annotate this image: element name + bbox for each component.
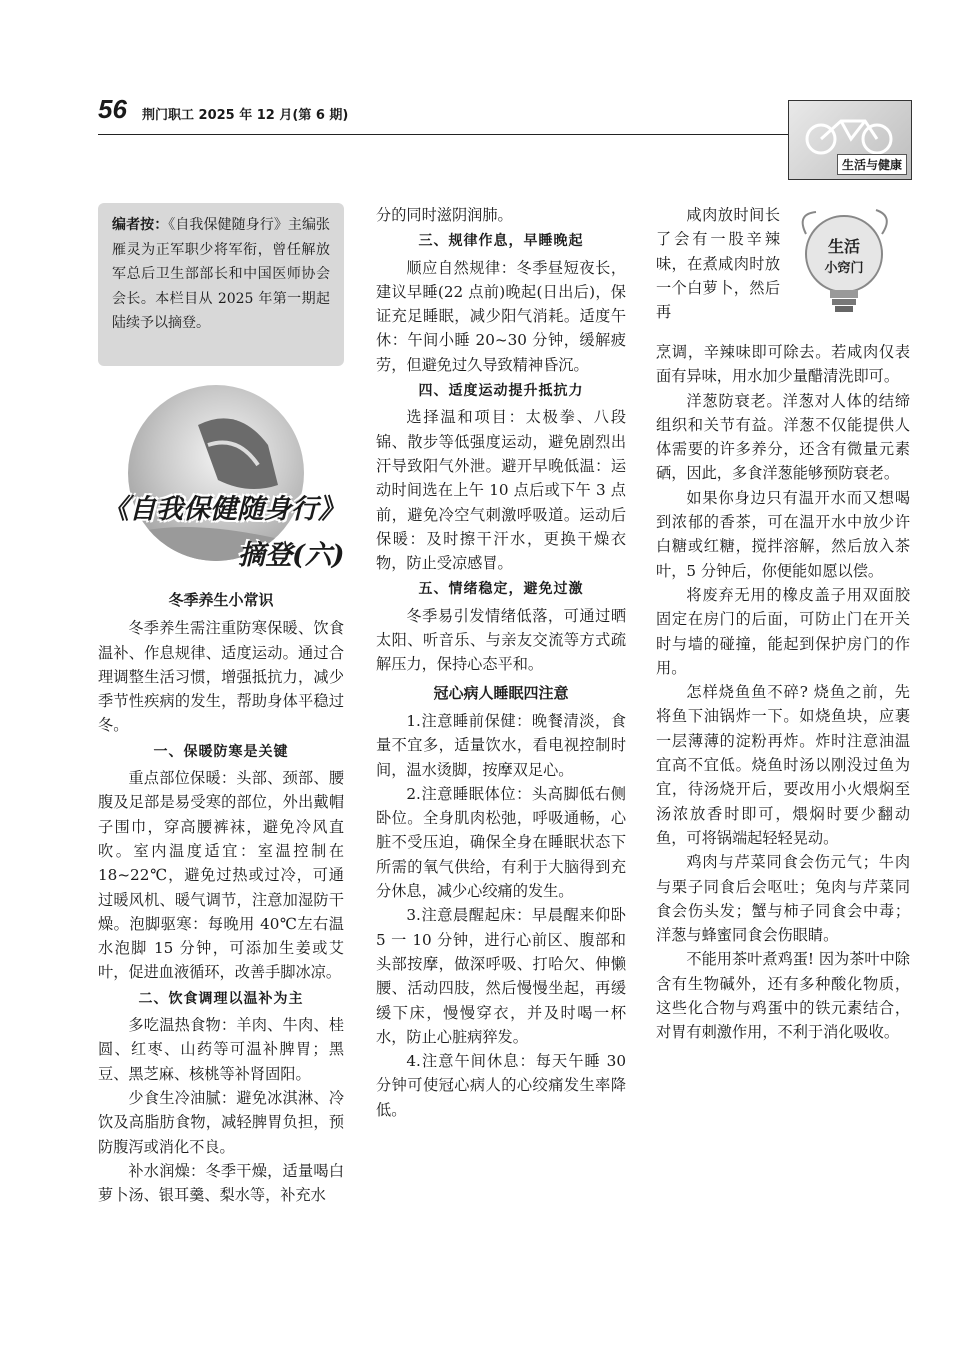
page-number: 56 <box>98 94 127 124</box>
paragraph: 2.注意睡眠体位：头高脚低右侧卧位。全身肌肉松弛，呼吸通畅，心脏不受压迫，确保全身在睡眠状态下所需的氧气供给，有利于大脑得到充分休息，减少心绞痛的发生。 <box>376 784 626 901</box>
paragraph: 选择温和项目：太极拳、八段锦、散步等低强度运动，避免剧烈出汗导致阳气外泄。避开早晚低温：运动时间选在上午 10 点后或下午 3 点前，避免冷空气刺激呼吸道。运动后保暖：及时擦干汗水，更换干燥衣物，防止受凉感冒。 <box>376 408 626 573</box>
paragraph: 重点部位保暖：头部、颈部、腰腹及足部是易受寒的部位，外出戴帽子围巾，穿高腰裤袜，避免冷风直吹。室内温度适宜：室温控制在18~22℃，避免过热或过冷，可通过暖风机、暖气调节，注意加湿防干燥。泡脚驱寒：每晚用 40℃左右温水泡脚 15 分钟，可添加生姜或艾叶，促进血液循环，改善手脚冰凉。 <box>98 769 344 982</box>
paragraph: 鸡肉与芹菜同食会伤元气；牛肉与栗子同食后会呕吐；兔肉与芹菜同食会伤头发；蟹与柿子同食会中毒；洋葱与蜂蜜同食会伤眼睛。 <box>656 853 910 945</box>
paragraph: 少食生冷油腻：避免冰淇淋、冷饮及高脂肪食物，减轻脾胃负担，预防腹泻或消化不良。 <box>98 1088 344 1156</box>
publication-info: 荆门职工 2025 年 12 月(第 6 期) <box>142 108 349 123</box>
paragraph: 烹调，辛辣味即可除去。若咸肉仅表面有异味，用水加少量醋清洗即可。 <box>656 343 910 386</box>
paragraph: 顺应自然规律：冬季昼短夜长，建议早睡(22 点前)晚起(日出后)，保证充足睡眠，减少阳气消耗。适度午休：午间小睡 20~30 分钟，缓解疲劳，但避免过久导致精神昏沉。 <box>376 258 626 374</box>
paragraph: 如果你身边只有温开水而又想喝到浓郁的香茶，可在温开水中放少许白糖或红糖，搅拌溶解，然后放入茶叶，5 分钟后，你便能如愿以偿。 <box>656 488 910 580</box>
editor-note <box>98 203 344 366</box>
column-3-top <box>656 203 780 324</box>
section-label: 生活与健康 <box>837 154 907 175</box>
paragraph: 冬季养生需注重防寒保暖、饮食温补、作息规律、适度运动。通过合理调整生活习惯，增强抵抗力，减少季节性疾病的发生，帮助身体平稳过冬。 <box>98 619 344 735</box>
feature-title-art <box>98 385 348 583</box>
paragraph: 将废弃无用的橡皮盖子用双面胶固定在房门的后面，可防止门在开关时与墙的碰撞，能起到保护房门的作用。 <box>656 585 910 677</box>
column-2 <box>376 203 626 1122</box>
paragraph: 1.注意睡前保健：晚餐清淡，食量不宜多，适量饮水，看电视控制时间，温水烫脚，按摩双足心。 <box>376 711 626 779</box>
paragraph: 怎样烧鱼鱼不碎? 烧鱼之前，先将鱼下油锅炸一下。如烧鱼块，应裹一层薄薄的淀粉再炸。炸时注意油温宜高不宜低。烧鱼时汤以刚没过鱼为宜，待汤烧开后，要改用小火煨焖至汤浓放香时即可，煨焖时要少翻动鱼，可将锅端起轻轻晃动。 <box>656 683 910 847</box>
paragraph: 咸肉放时间长了会有一股辛辣味，在煮咸肉时放一个白萝卜，然后再 <box>656 206 780 322</box>
feature-title-line2: 摘登(六) <box>238 540 345 571</box>
paragraph: 不能用茶叶煮鸡蛋! 因为茶叶中除含有生物碱外，还有多种酸化物质，这些化合物与鸡蛋中的铁元素结合，对胃有刺激作用，不利于消化吸收。 <box>656 950 910 1042</box>
paragraph: 补水润燥：冬季干燥，适量喝白萝卜汤、银耳羹、梨水等，补充水 <box>98 1161 344 1205</box>
bulb-label-bottom: 小窍门 <box>824 261 864 276</box>
editor-note-text: 《自我保健随身行》主编张雁灵为正军职少将军衔，曾任解放军总后卫生部部长和中国医师协会会长。本栏目从 2025 年第一期起陆续予以摘登。 <box>112 217 331 331</box>
paragraph: 3.注意晨醒起床：早晨醒来仰卧 5 一 10 分钟，进行心前区、腹部和头部按摩，做深呼吸、打哈欠、伸懒腰、活动四肢，然后慢慢坐起，再缓缓下床，慢慢穿衣，并及时喝一杯水，防止心脏病猝发。 <box>376 906 626 1046</box>
section-heading: 四、适度运动提升抵抗力 <box>418 383 584 400</box>
article-title: 冬季养生小常识 <box>168 591 274 609</box>
column-3 <box>656 340 910 1045</box>
paragraph: 分的同时滋阴润肺。 <box>376 206 513 224</box>
bicycle-icon <box>799 109 899 155</box>
section-heading: 五、情绪稳定，避免过激 <box>418 581 584 598</box>
section-badge <box>788 100 912 180</box>
paragraph: 4.注意午间休息：每天午睡 30 分钟可使冠心病人的心绞痛发生率降低。 <box>376 1052 626 1119</box>
header-rule <box>98 134 788 135</box>
lightbulb-icon <box>786 204 906 324</box>
paragraph: 冬季易引发情绪低落，可通过晒太阳、听音乐、与亲友交流等方式疏解压力，保持心态平和。 <box>376 606 626 674</box>
feature-title-line1: 《自我保健随身行》 <box>102 494 345 525</box>
editor-note-label: 编者按： <box>112 217 169 233</box>
article-title: 冠心病人睡眠四注意 <box>433 683 569 702</box>
section-heading: 三、规律作息，早睡晚起 <box>418 233 584 250</box>
paragraph: 洋葱防衰老。洋葱对人体的结缔组织和关节有益。洋葱不仅能提供人体需要的许多养分，还含有微量元素硒，因此，多食洋葱能够预防衰老。 <box>656 391 910 483</box>
section-heading: 一、保暖防寒是关键 <box>153 743 289 760</box>
section-heading: 二、饮食调理以温补为主 <box>138 990 304 1007</box>
bulb-label-top: 生活 <box>827 237 861 256</box>
paragraph: 多吃温热食物：羊肉、牛肉、桂圆、红枣、山药等可温补脾胃；黑豆、黑芝麻、核桃等补肾固阳。 <box>98 1016 344 1083</box>
column-1 <box>98 584 344 1207</box>
